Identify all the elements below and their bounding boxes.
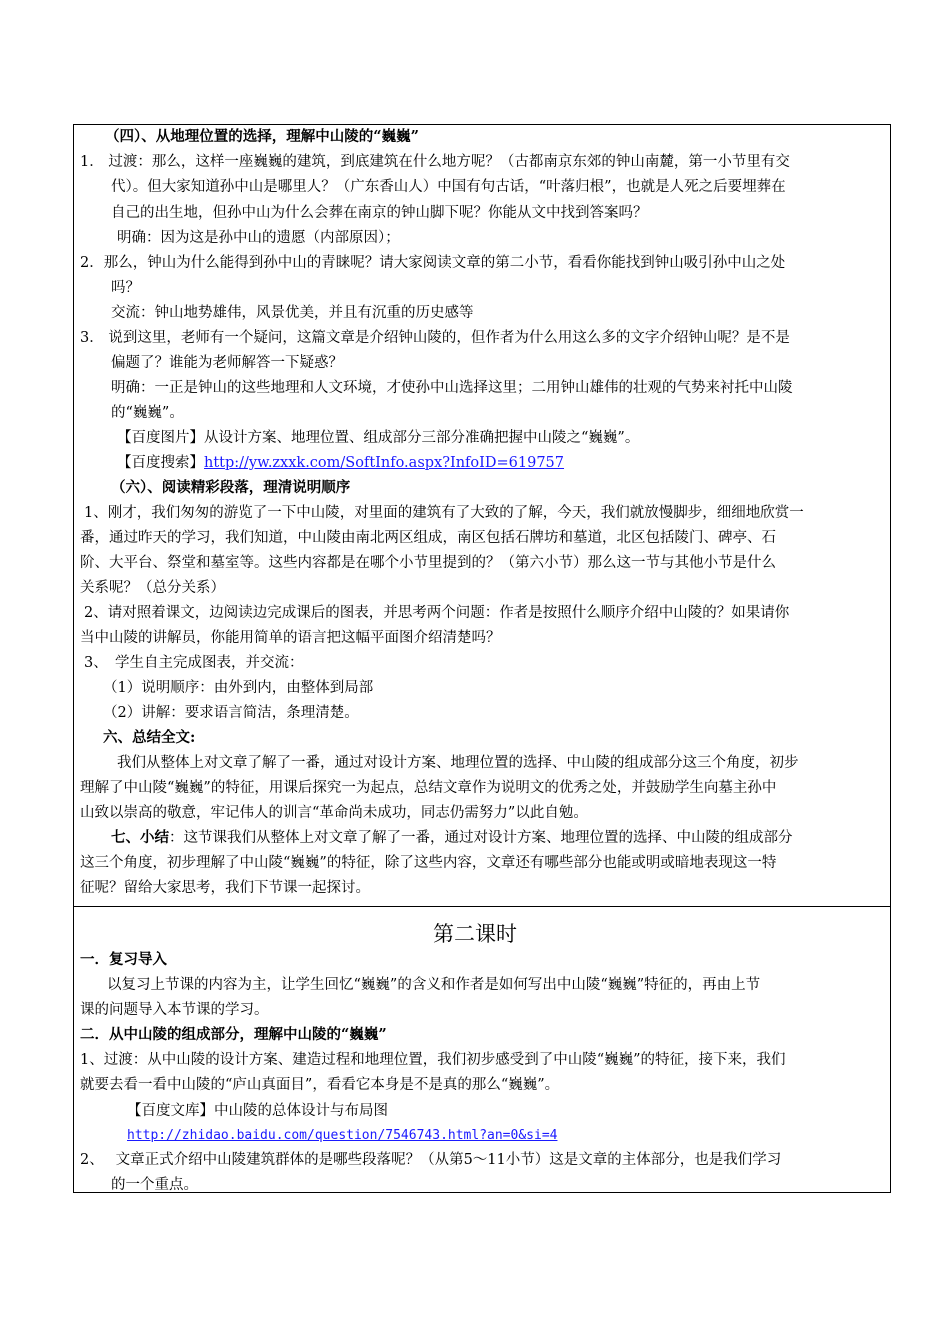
paragraph-line: 理解了中山陵“巍巍”的特征，用课后探究一为起点，总结文章作为说明文的优秀之处，并鼓励学生向墓主孙中 [80,780,777,796]
paragraph-line: 偏题了？谁能为老师解答一下疑惑？ [111,355,343,371]
paragraph-line: 2、请对照着课文，边阅读边完成课后的图表，并思考两个问题：作者是按照什么顺序介绍中山陵的？如果请你 [84,605,790,621]
paragraph-line: （1）说明顺序：由外到内，由整体到局部 [103,680,374,696]
baidu-wenku-note: 【百度文库】中山陵的总体设计与布局图 [127,1103,388,1119]
section-heading-4: （四）、从地理位置的选择，理解中山陵的“巍巍” [105,128,419,145]
paragraph-line: 明确：因为这是孙中山的遗愿（内部原因）； [117,230,400,246]
paragraph-line: 山致以崇高的敬意，牢记伟人的训言“革命尚未成功，同志仍需努力”以此自勉。 [80,805,588,821]
paragraph-line: 阶、大平台、祭堂和墓室等。这些内容都是在哪个小节里提到的？（第六小节）那么这一节与其他小节是什么 [80,555,776,571]
paragraph-line: 明确：一正是钟山的这些地理和人文环境，才使孙中山选择这里；二用钟山雄伟的壮观的气势来衬托中山陵 [111,380,793,396]
paragraph-line: 就要去看一看中山陵的“庐山真面目”，看看它本身是不是真的那么“巍巍”。 [80,1077,560,1093]
paragraph-line: 这三个角度，初步理解了中山陵“巍巍”的特征，除了这些内容，文章还有哪些部分也能或明或暗地表现这一特 [80,855,777,871]
paragraph-line: 当中山陵的讲解员，你能用简单的语言把这幅平面图介绍清楚吗？ [80,630,501,646]
paragraph-line: 我们从整体上对文章了解了一番，通过对设计方案、地理位置的选择、中山陵的组成部分这三个角度，初步 [117,755,799,771]
conclusion-text: ：这节课我们从整体上对文章了解了一番，通过对设计方案、地理位置的选择、中山陵的组成部分 [169,830,793,846]
baidu-image-note: 【百度图片】从设计方案、地理位置、组成部分三部分准确把握中山陵之“巍巍”。 [117,430,640,446]
paragraph-line: （2）讲解：要求语言简洁，条理清楚。 [103,705,359,721]
paragraph-line: 吗？ [111,280,140,296]
section-heading-1: 一．复习导入 [80,951,167,968]
paragraph-line: 的一个重点。 [111,1177,198,1193]
lesson-title: 第二课时 [433,922,517,946]
section-heading-6: （六）、阅读精彩段落，理清说明顺序 [111,479,351,496]
baidu-search-link[interactable]: http://yw.zxxk.com/SoftInfo.aspx?InfoID=619757 [204,455,565,471]
paragraph-line: 课的问题导入本节课的学习。 [80,1002,269,1018]
section-heading-2: 二．从中山陵的组成部分，理解中山陵的“巍巍” [80,1026,387,1043]
table-row-divider [74,906,890,907]
paragraph-line: 关系呢？（总分关系） [80,580,225,596]
paragraph-line: 交流：钟山地势雄伟，风景优美，并且有沉重的历史感等 [111,305,474,321]
conclusion-line [111,826,888,850]
baidu-search-line [117,451,888,475]
summary-heading: 六、总结全文: [103,729,196,746]
paragraph-line: 以复习上节课的内容为主，让学生回忆“巍巍”的含义和作者是如何写出中山陵“巍巍”特征的，再由上节 [107,977,761,993]
paragraph-line: 的“巍巍”。 [111,405,184,421]
paragraph-line: 3、 学生自主完成图表，并交流： [84,655,304,671]
paragraph-line: 1． 过渡：那么，这样一座巍巍的建筑，到底建筑在什么地方呢？（古都南京东郊的钟山南麓，第一小节里有交 [80,154,790,170]
baidu-wenku-link[interactable]: http://zhidao.baidu.com/question/7546743.html?an=0&si=4 [127,1128,558,1143]
paragraph-line: 1、刚才，我们匆匆的游览了一下中山陵，对里面的建筑有了大致的了解，今天，我们就放慢脚步，细细地欣赏一 [84,505,804,521]
paragraph-line: 自己的出生地，但孙中山为什么会葬在南京的钟山脚下呢？你能从文中找到答案吗？ [111,205,648,221]
paragraph-line: 3． 说到这里，老师有一个疑问，这篇文章是介绍钟山陵的，但作者为什么用这么多的文字介绍钟山呢？是不是 [80,330,790,346]
paragraph-line: 征呢？留给大家思考，我们下节课一起探讨。 [80,880,370,896]
baidu-search-label: 【百度搜索】 [117,455,204,471]
conclusion-label: 七、小结 [111,829,169,846]
paragraph-line: 番，通过昨天的学习，我们知道，中山陵由南北两区组成，南区包括石牌坊和墓道，北区包括陵门、碑亭、石 [80,530,776,546]
paragraph-line: 1、过渡：从中山陵的设计方案、建造过程和地理位置，我们初步感受到了中山陵“巍巍”的特征，接下来，我们 [80,1052,786,1068]
paragraph-line: 2．那么，钟山为什么能得到孙中山的青睐呢？请大家阅读文章的第二小节，看看你能找到钟山吸引孙中山之处 [80,255,786,271]
paragraph-line: 代）。但大家知道孙中山是哪里人？（广东香山人）中国有句古话，“叶落归根”，也就是人死之后要埋葬在 [111,179,786,195]
paragraph-line: 2、 文章正式介绍中山陵建筑群体的是哪些段落呢？（从第5～11小节）这是文章的主体部分，也是我们学习 [80,1152,782,1168]
